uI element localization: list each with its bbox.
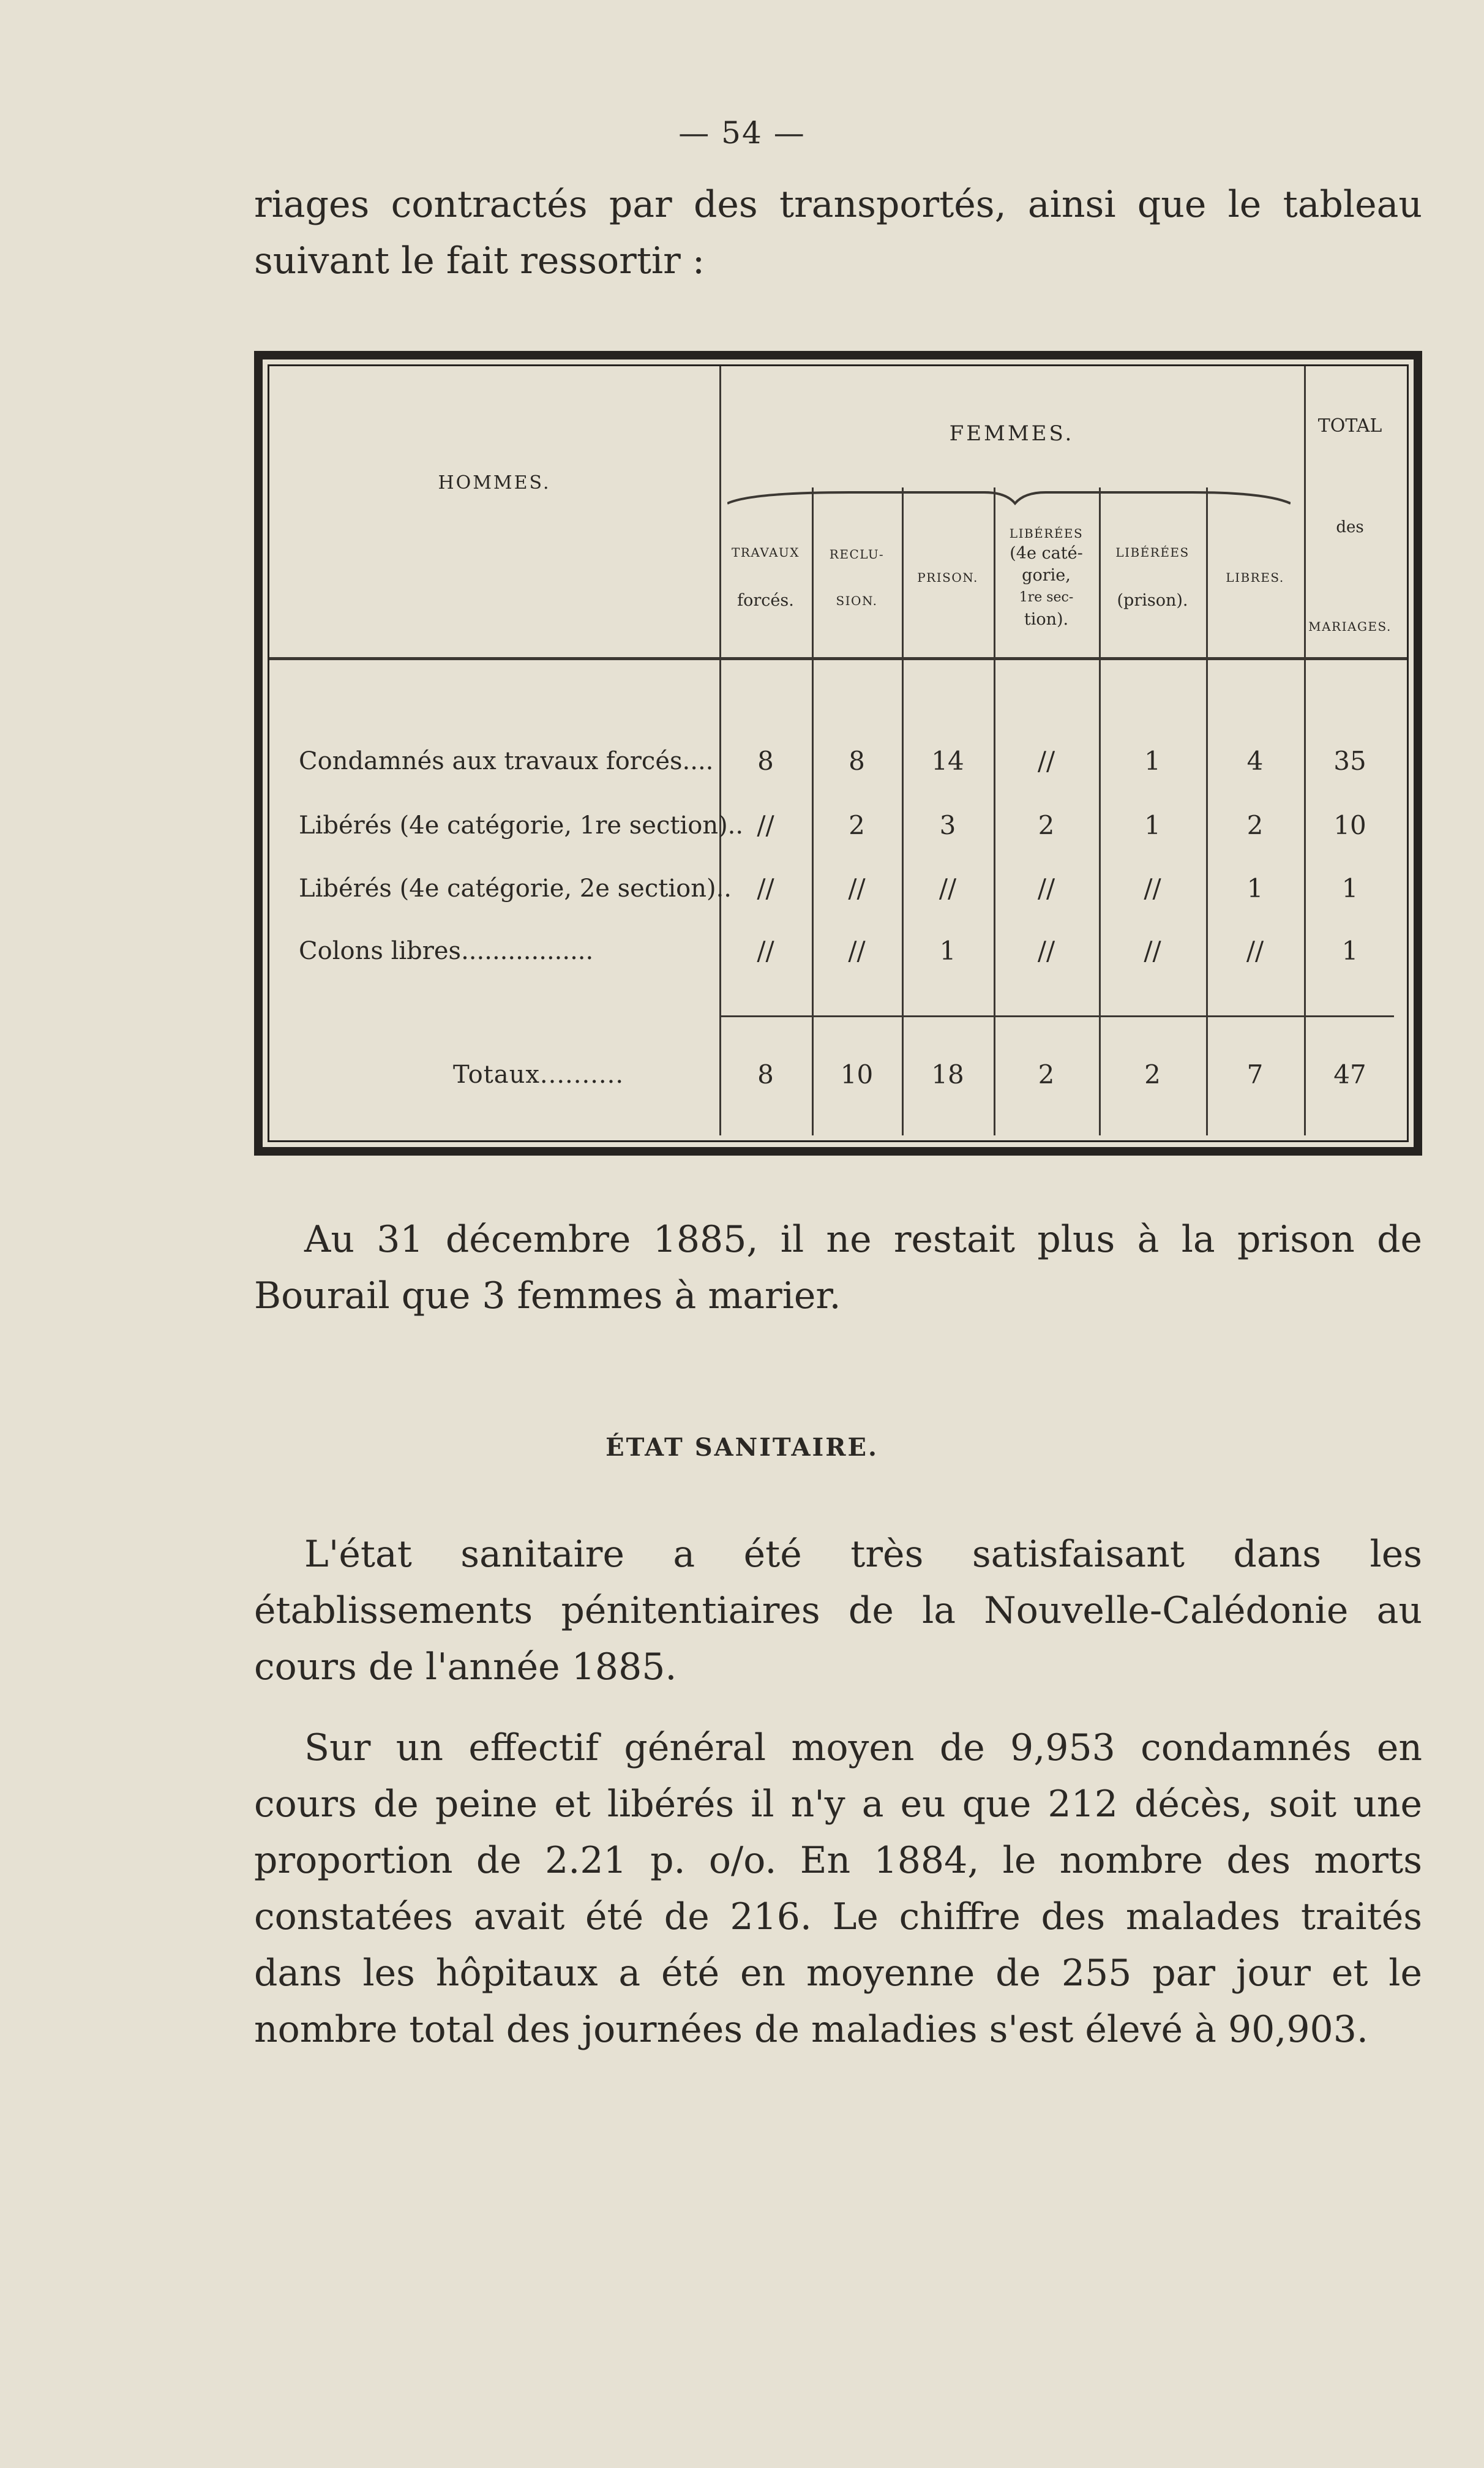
header-rule <box>269 657 1407 660</box>
cell-value: 1 <box>1341 936 1358 966</box>
row-label: Libérés (4e catégorie, 1re section).. <box>299 811 744 840</box>
total-value: 10 <box>840 1059 874 1089</box>
cell-value: // <box>848 936 866 966</box>
marriages-table <box>254 351 1422 1156</box>
total-value: 2 <box>1144 1059 1161 1089</box>
total-value: 47 <box>1333 1059 1366 1089</box>
totals-label: Totaux.......... <box>453 1061 624 1089</box>
totals-rule <box>719 1015 1394 1017</box>
total-value: 8 <box>757 1059 774 1089</box>
col-header-liberees-prison <box>1099 516 1206 639</box>
cell-value: // <box>1037 873 1055 903</box>
col-header-line: TRAVAUX <box>732 545 800 560</box>
row-label: Condamnés aux travaux forcés.... <box>299 747 714 775</box>
total-value: 7 <box>1246 1059 1264 1089</box>
femmes-brace <box>727 487 1291 506</box>
total-header-line2: des <box>1336 518 1364 536</box>
cell-value: // <box>757 873 774 903</box>
cell-value: 8 <box>849 746 865 776</box>
col-header-line: tion). <box>1024 610 1069 629</box>
cell-value: 1 <box>1144 810 1161 840</box>
col-header-line: LIBÉRÉES <box>1115 545 1190 560</box>
intro-paragraph: riages contractés par des transportés, ainsi que le tableau suivant le fait ressortir : <box>254 183 1422 282</box>
paragraph-prison-bourail: Au 31 décembre 1885, il ne restait plus à la prison de Bourail que 3 femmes à marier. <box>254 1218 1422 1317</box>
col-header-reclusion <box>812 516 902 639</box>
cell-value: 1 <box>1246 873 1264 903</box>
total-header-line1: TOTAL <box>1317 415 1382 437</box>
cell-value: // <box>1144 873 1161 903</box>
table-inner-frame <box>268 364 1409 1142</box>
col-header-libres <box>1206 516 1304 639</box>
cell-value: 14 <box>931 746 964 776</box>
cell-value: 4 <box>1246 746 1264 776</box>
cell-value: 35 <box>1333 746 1366 776</box>
row-label: Colons libres................. <box>299 937 594 965</box>
row-label: Libérés (4e catégorie, 2e section).. <box>299 875 732 903</box>
total-value: 2 <box>1038 1059 1055 1089</box>
col-header-line: 1re sec- <box>1019 590 1074 605</box>
cell-value: // <box>848 873 866 903</box>
col-header-line: LIBÉRÉES <box>1009 526 1084 541</box>
cell-value: 2 <box>1246 810 1264 840</box>
col-header-travaux <box>719 516 812 639</box>
col-header-line: (4e caté- <box>1010 544 1083 563</box>
total-header-line3: MARIAGES. <box>1308 619 1392 634</box>
col-header-line: forcés. <box>737 591 794 610</box>
cell-value: 10 <box>1333 810 1366 840</box>
col-header-line: (prison). <box>1117 591 1188 610</box>
cell-value: 1 <box>1341 873 1358 903</box>
paragraph-effectif: Sur un effectif général moyen de 9,953 condamnés en cours de peine et libérés il n'y a eu que 212 décès, soit une proportion de 2.21 p. o/o. En 1884, le nombre des morts constatées avait été de 216. Le chiffre des malades traités dans les hôpitaux a été en moyenne de 255 par jour et le nombre total des journées de maladies s'est élevé à 90,903. <box>254 1726 1422 2051</box>
cell-value: // <box>1037 936 1055 966</box>
cell-value: // <box>1246 936 1264 966</box>
col-header-prison <box>902 516 994 639</box>
col-header-line: SION. <box>836 593 878 608</box>
cell-value: // <box>757 936 774 966</box>
col-header-line: RECLU- <box>829 547 885 562</box>
cell-value: // <box>1037 746 1055 776</box>
cell-value: 3 <box>939 810 956 840</box>
total-value: 18 <box>931 1059 964 1089</box>
cell-value: 2 <box>849 810 865 840</box>
cell-value: 1 <box>1144 746 1161 776</box>
cell-value: 2 <box>1038 810 1055 840</box>
cell-value: 8 <box>757 746 774 776</box>
col-header-line: LIBRES. <box>1226 570 1284 585</box>
cell-value: // <box>939 873 957 903</box>
cell-value: // <box>757 810 774 840</box>
col-header-line: gorie, <box>1022 566 1071 585</box>
page-number: — 54 — <box>678 115 806 151</box>
women-header: FEMMES. <box>949 421 1074 446</box>
col-header-liberees-4e <box>994 504 1099 651</box>
cell-value: // <box>1144 936 1161 966</box>
total-header <box>1304 415 1396 636</box>
cell-value: 1 <box>939 936 956 966</box>
men-header: HOMMES. <box>438 472 551 494</box>
col-header-line: PRISON. <box>917 570 978 585</box>
paragraph-etat-sanitaire: L'état sanitaire a été très satisfaisant dans les établissements pénitentiaires de la Nouvelle-Calédonie au cours de l'année 1885. <box>254 1533 1422 1688</box>
section-heading: ÉTAT SANITAIRE. <box>605 1433 879 1462</box>
